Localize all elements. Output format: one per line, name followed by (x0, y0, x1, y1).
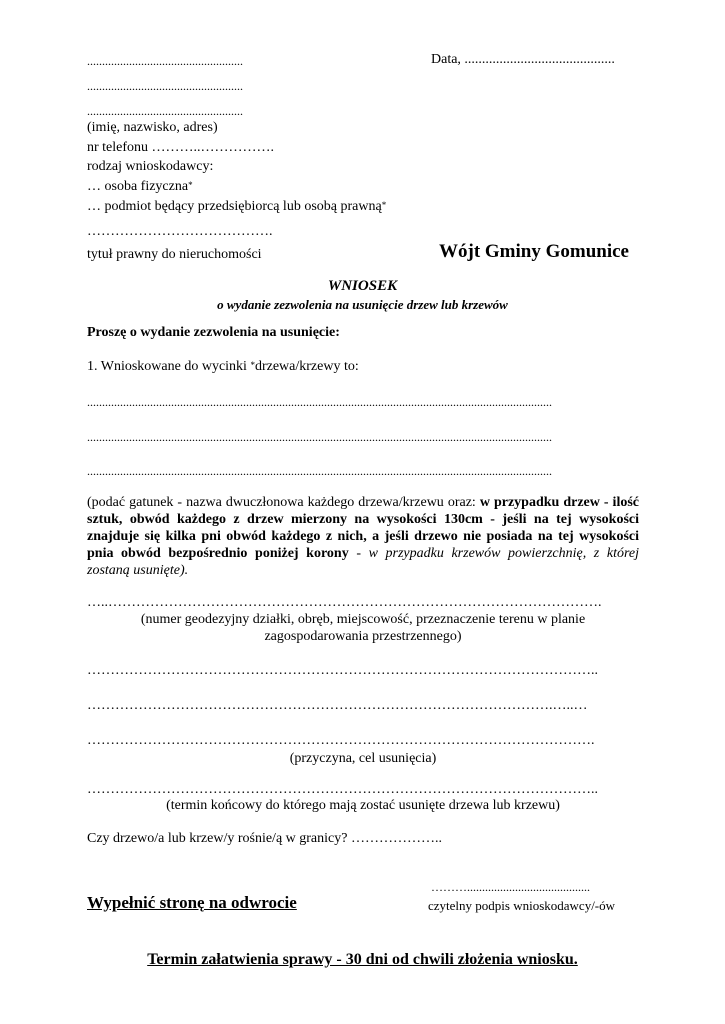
option-natural-person[interactable] (87, 179, 193, 195)
trees-dots-line-1[interactable]: ........................................................................................................................................................... (87, 395, 552, 409)
instructions-shrubs: w przypadku krzewów powierzchnię, z której zostaną usunięte). (87, 546, 639, 578)
option-legal-entity-label: … podmiot będący przedsiębiorcą lub osobą prawną (87, 199, 382, 214)
phone-field[interactable]: nr telefonu ………..……………. (87, 140, 275, 155)
name-dots-line-2[interactable]: .................................................... (87, 79, 243, 93)
asterisk-mark: * (188, 180, 193, 190)
item-1-label (87, 359, 359, 375)
legal-title-dots[interactable]: …………………………………. (87, 224, 273, 239)
asterisk-mark: * (381, 200, 387, 210)
plot-caption-line-2: zagospodarowania przestrzennego) (264, 629, 462, 644)
border-question[interactable]: Czy drzewo/a lub krzew/y rośnie/ą w granicy? ……………….. (87, 831, 442, 846)
instructions-dash: - (348, 546, 369, 561)
request-heading: Proszę o wydanie zezwolenia na usunięcie: (87, 325, 340, 340)
deadline-caption: (termin końcowy do którego mają zostać usunięte drzewa lub krzewu) (166, 798, 560, 813)
applicant-type-label: rodzaj wnioskodawcy: (87, 159, 214, 174)
item-1-text-end: drzewa/krzewy to: (254, 359, 359, 374)
document-title: WNIOSEK (327, 278, 398, 294)
reason-dots-line-2[interactable]: ……………………………………………………………………………………….…..… (87, 698, 588, 713)
fill-reverse-note: Wypełnić stronę na odwrocie (87, 893, 297, 912)
trees-dots-line-3[interactable]: ........................................................................................................................................................... (87, 464, 552, 478)
item-1-text-start: 1. Wnioskowane do wycinki (87, 359, 251, 374)
trees-dots-line-2[interactable]: ........................................................................................................................................................... (87, 430, 552, 444)
name-address-caption: (imię, nazwisko, adres) (87, 120, 218, 135)
document-subtitle: o wydanie zezwolenia na usunięcie drzew lub krzewów (217, 297, 508, 312)
name-dots-line-1[interactable]: .................................................... (87, 54, 243, 68)
reason-dots-line-1[interactable]: ……………………………………………………………………………………………….. (87, 663, 598, 678)
asterisk-mark: * (250, 360, 255, 370)
date-field[interactable]: Data, ........................................... (431, 52, 615, 67)
instructions-paragraph (87, 494, 639, 579)
signature-caption: czytelny podpis wnioskodawcy/-ów (428, 898, 616, 913)
plot-caption-line-1: (numer geodezyjny działki, obręb, miejscowość, przeznaczenie terenu w planie (140, 612, 586, 627)
plot-dots[interactable]: …..……………………………………………………………………………………………. (87, 595, 602, 610)
deadline-dots[interactable]: ……………………………………………………………………………………………….. (87, 782, 598, 797)
reason-dots-line-3[interactable]: ………………………………………………………………………………………………. (87, 733, 595, 748)
option-legal-entity[interactable] (87, 199, 386, 215)
instructions-trees: w przypadku drzew - ilość sztuk, obwód każdego z drzew mierzony na wysokości 130cm - jeśli na tej wysokości znajduje się kilka pni obwód każdego z nich, a jeśli drzewo nie posiada na tej wysokości pnia obwód bezpośrednio poniżej korony (87, 495, 639, 561)
option-natural-person-label: … osoba fizyczna (87, 179, 189, 194)
name-dots-line-3[interactable]: .................................................... (87, 104, 243, 118)
legal-title-caption: tytuł prawny do nieruchomości (87, 247, 262, 262)
instructions-intro: (podać gatunek - nazwa dwuczłonowa każdego drzewa/krzewu oraz: (87, 495, 480, 510)
reason-caption: (przyczyna, cel usunięcia) (289, 751, 437, 766)
signature-dots[interactable]: ………......................................... (431, 880, 590, 894)
processing-deadline-note: Termin załatwienia sprawy - 30 dni od chwili złożenia wniosku. (147, 951, 578, 968)
recipient-heading: Wójt Gminy Gomunice (439, 241, 629, 262)
